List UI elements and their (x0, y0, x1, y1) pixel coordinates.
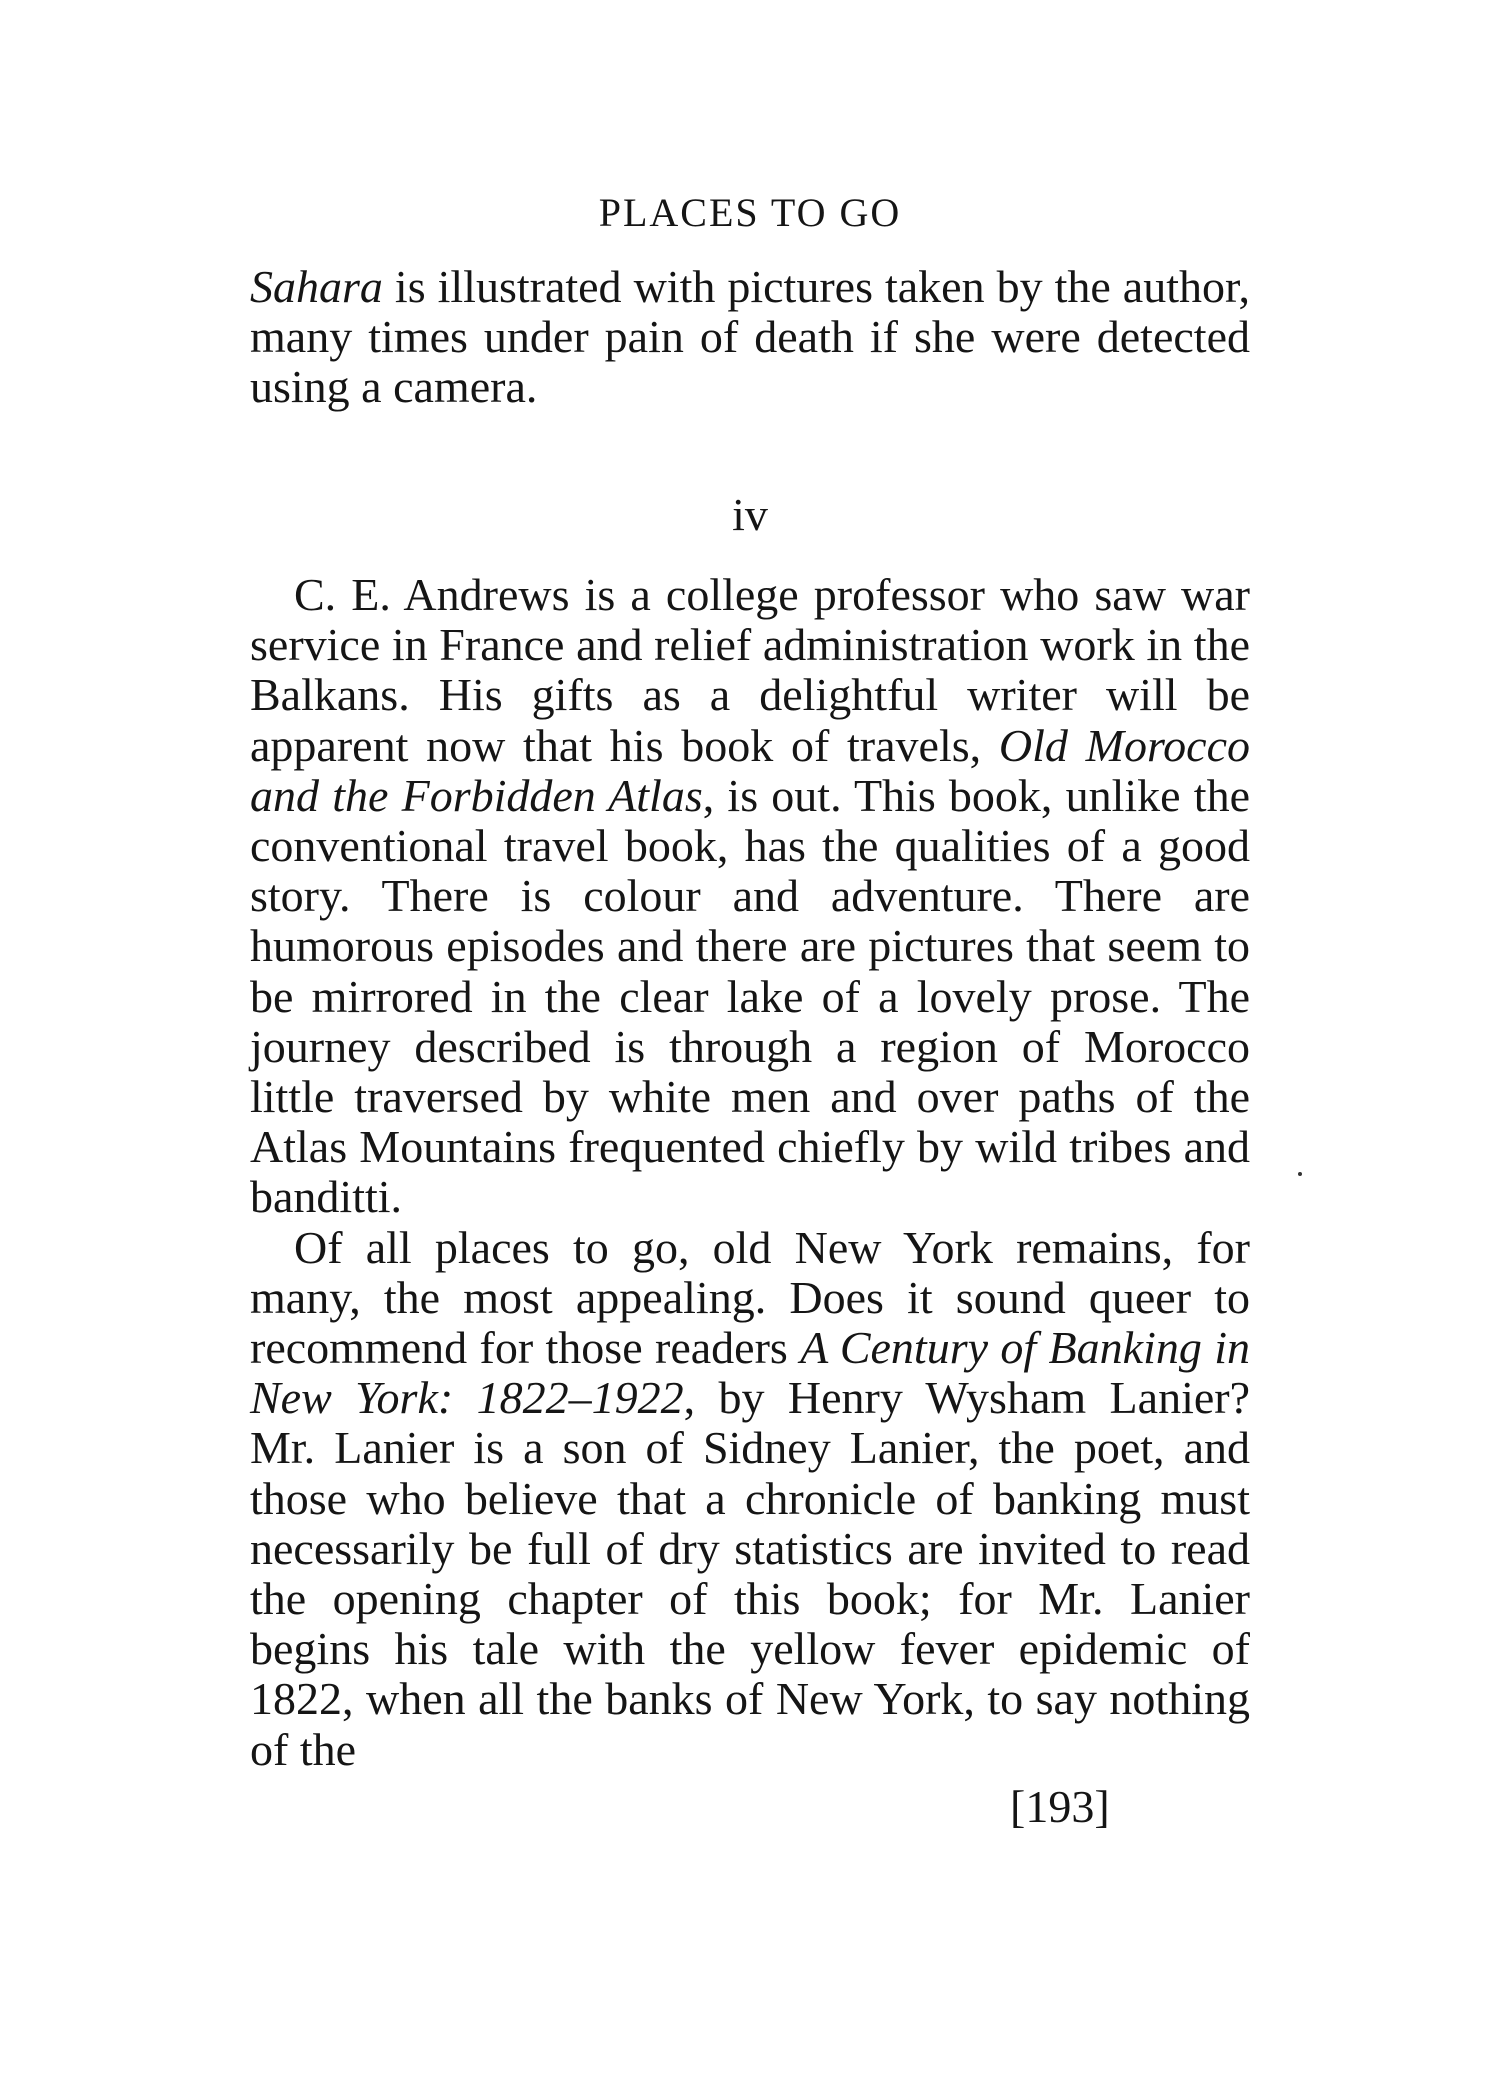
paragraph-new-york (250, 1223, 1250, 1775)
scan-speck (1298, 1172, 1302, 1176)
paragraph-andrews-part1: C. E. Andrews is a college professor who saw war service in France and relief administration work in the Balkans. His gifts as a delightful writer will be apparent now that his book of travels, (250, 569, 1250, 771)
paragraph-andrews-part2: , is out. This book, unlike the conventional travel book, has the qualities of a good story. There is colour and adventure. There are humorous episodes and there are pictures that seem to be mirrored in the clear lake of a lovely prose. The journey described is through a region of Morocco little traversed by white men and over paths of the Atlas Mountains frequented chiefly by wild tribes and banditti. (250, 769, 1250, 1223)
section-iv-body (250, 570, 1250, 1775)
paragraph-new-york-part2: , by Henry Wysham Lanier? Mr. Lanier is a son of Sidney Lanier, the poet, and those who believe that a chronicle of banking must necessarily be full of dry statistics are invited to read the opening chapter of this book; for Mr. Lanier begins his tale with the yellow fever epidemic of 1822, when all the banks of New York, to say nothing of the (250, 1372, 1250, 1775)
book-title-century-of-banking: A Century of Banking in New York: 1822–1922 (250, 1322, 1251, 1424)
paragraph-andrews (250, 570, 1250, 1223)
book-title-sahara: Sahara (250, 261, 383, 312)
paragraph-sahara (250, 262, 1250, 413)
paragraph-sahara-text: is illustrated with pictures taken by the author, many times under pain of death if she were detected using a camera. (250, 261, 1250, 413)
running-head: PLACES TO GO (598, 190, 902, 235)
page-number: [193] (1010, 1781, 1110, 1832)
book-title-old-morocco: Old Morocco and the Forbidden Atlas (250, 719, 1250, 821)
section-numeral: iv (732, 489, 768, 540)
paragraph-new-york-part1: Of all places to go, old New York remains, for many, the most appealing. Does it sound queer to recommend for those readers (250, 1221, 1250, 1374)
